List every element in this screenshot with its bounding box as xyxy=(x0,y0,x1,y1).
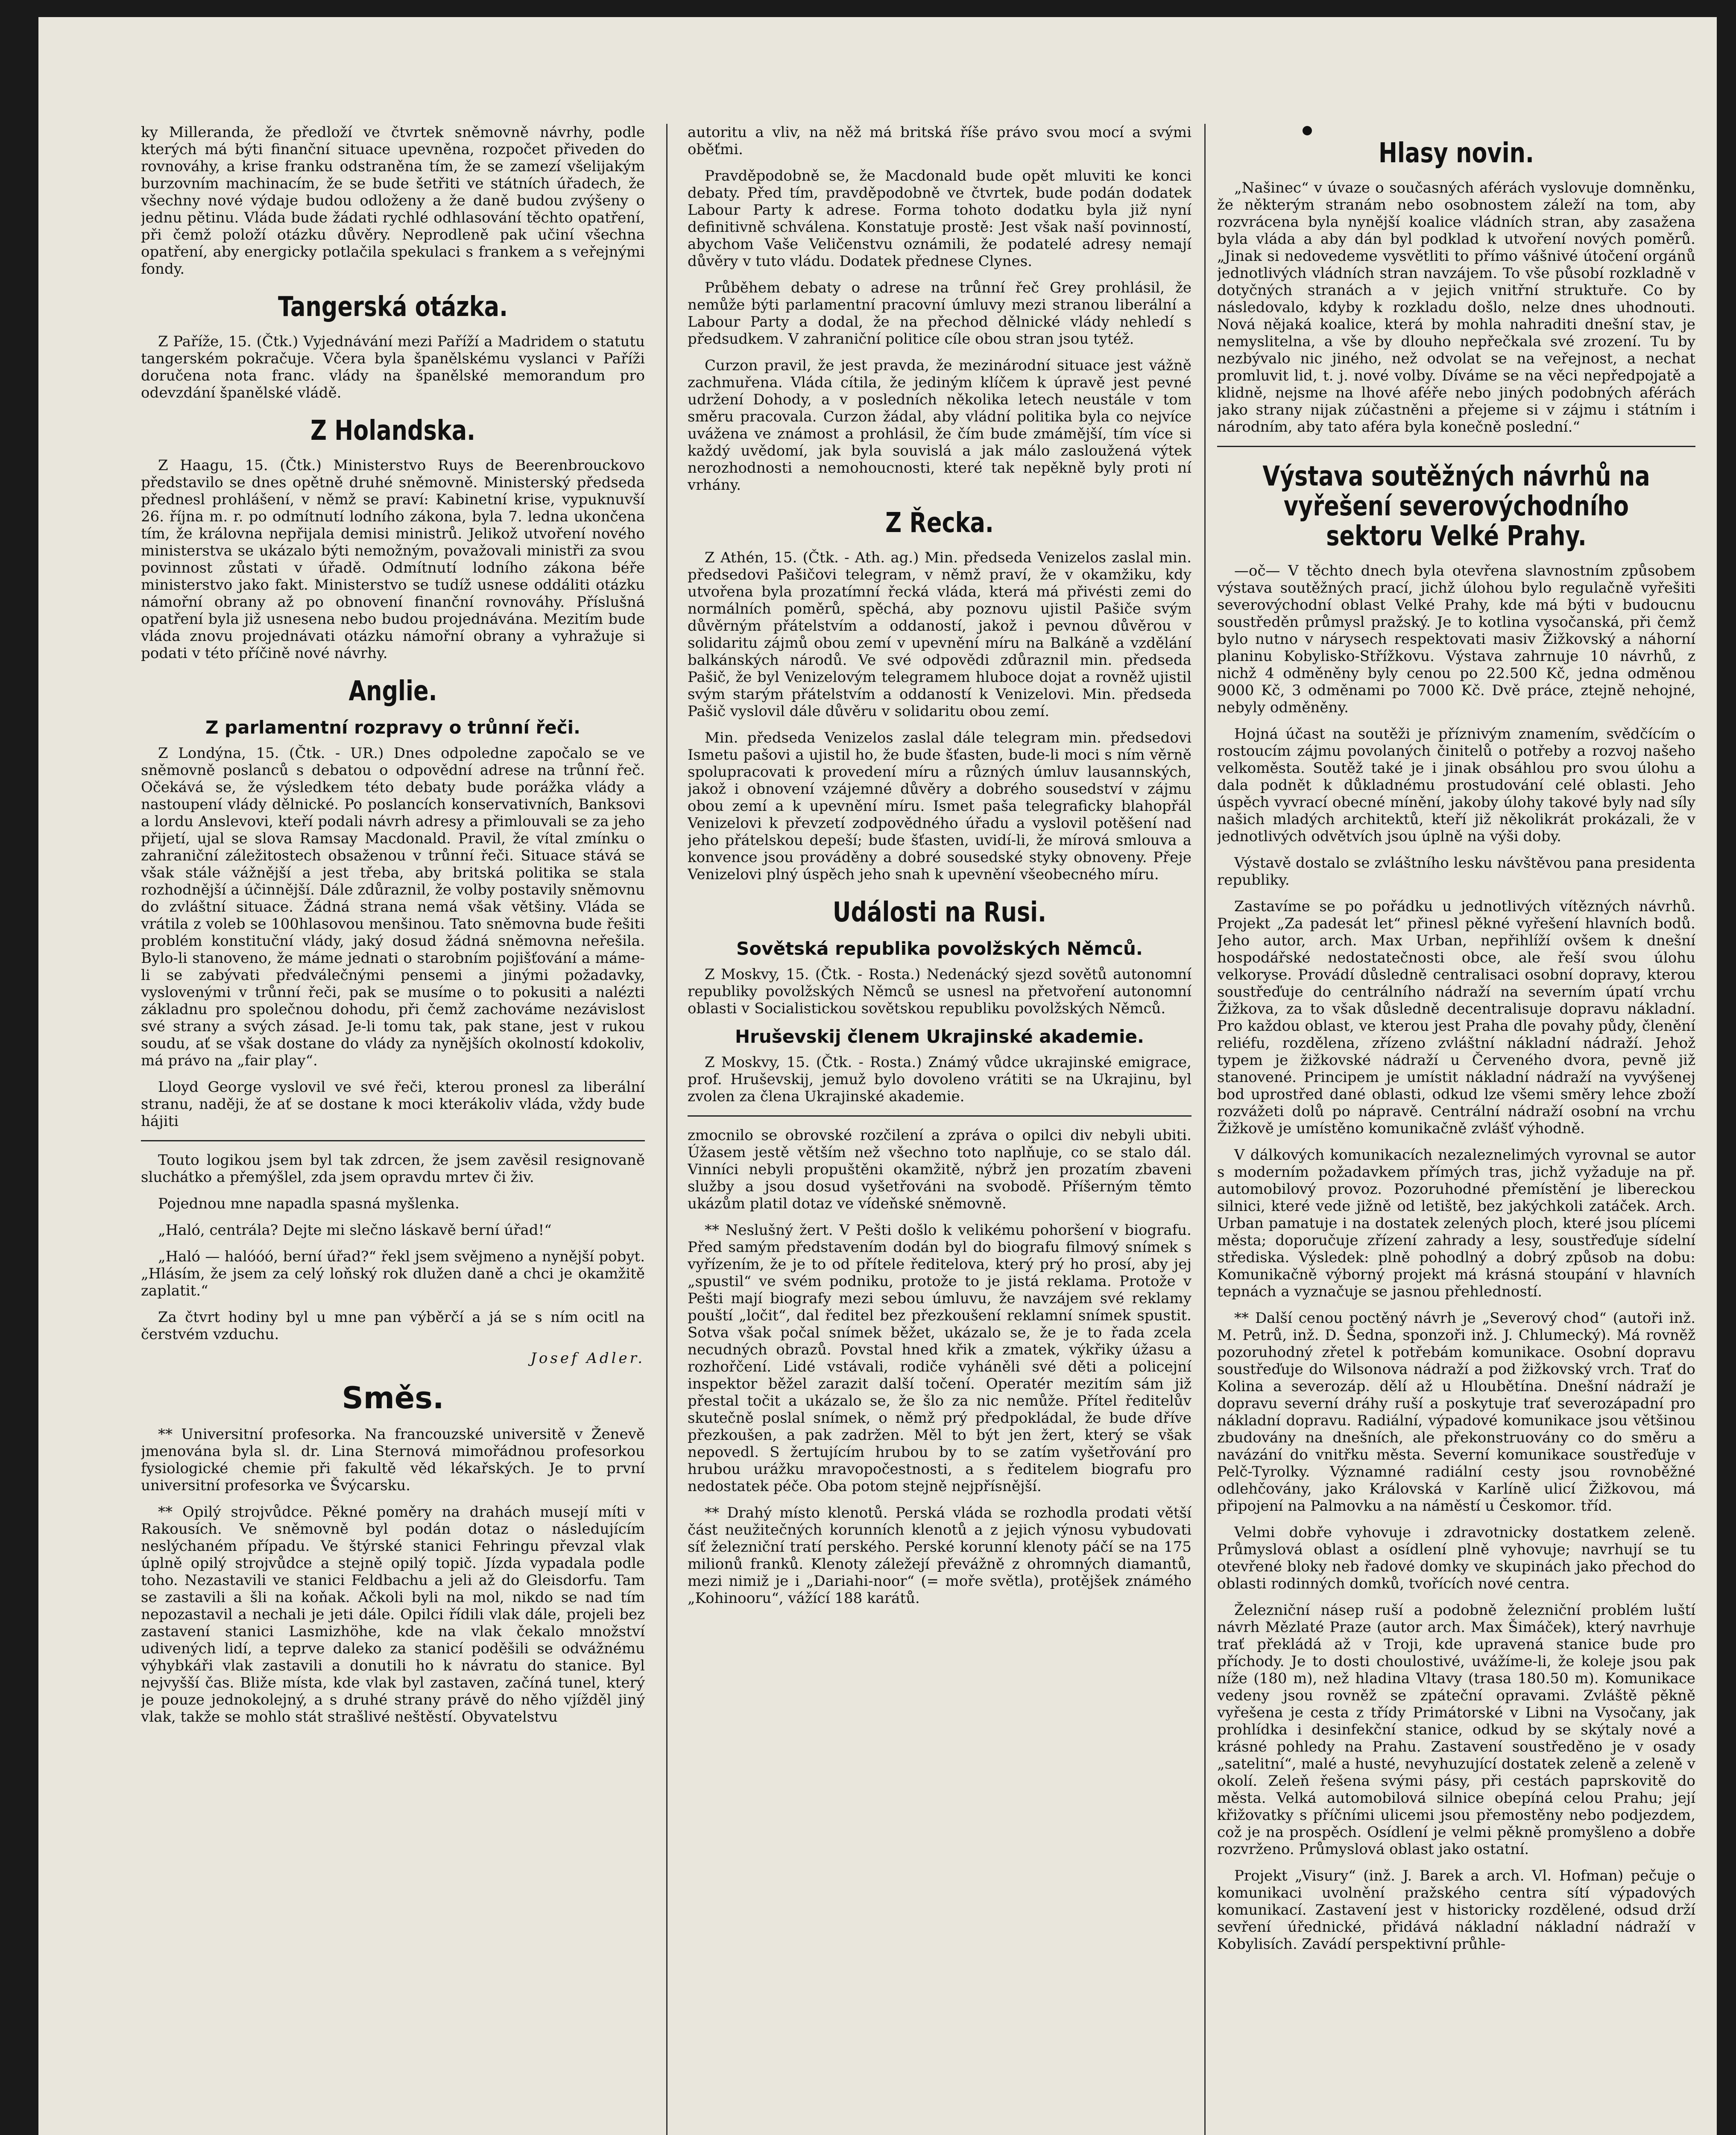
feuilleton-text: Pojednou mne napadla spasná myšlenka. xyxy=(158,1195,460,1212)
section-divider xyxy=(141,1140,645,1141)
article-text: Z Athén, 15. (Čtk. - Ath. ag.) Min. předseda Venizelos zaslal min. předsedovi Pašičovi telegram, v němž praví, že v okamžiku, kdy utvořena byla prozatímní řecká vláda, která má přivésti zemi do normálních poměrů, spěchá, aby poznovu ujistil Pašiče svým důvěrným přátelstvím a oddaností, jakož i pevnou důvěrou v solidaritu zájmů obou zemí v upevnění míru na Balkáně a vzdělání balkánských národů. Ve své odpovědi zdůraznil min. předseda Pašič, že byl Venizelovým telegramem hluboce dojat a rovněž ujistil svým starým přátelstvím a oddaností k Venizelovi. Min. předseda Pašič vyslovil dále důvěru v solidaritu obou zemí. xyxy=(688,549,1191,720)
article-text: Lloyd George vyslovil ve své řeči, kterou pronesl za liberální stranu, naději, že ať se dostane k moci kterákoliv vláda, vždy bude hájiti xyxy=(141,1079,645,1130)
author-signature: Josef Adler. xyxy=(530,1350,645,1367)
column-2 xyxy=(688,124,1191,2135)
headline-z-recka: Z Řecka. xyxy=(885,507,994,539)
article-text: „Našinec“ v úvaze o současných aférách vyslovuje domněnku, že některým stranám nebo osobnostem záleží na tom, aby rozvrácena byla nynější koalice vládních stran, aby zasažena byla vláda a aby dán byl podklad k utvoření nových poměrů. „Jinak si nedovedeme vysvětliti to přímo vášnivé útočení orgánů jednotlivých vládních stran navzájem. To vše působí rozkladně v dotyčných stranách a v jejich vnitřní struktuře. Co by následovalo, kdyby k rozkladu došlo, nelze dnes uhodnouti. Nová nějaká koalice, která by mohla nahraditi dnešní stav, je nemyslitelna, a vše by dlouho nepřečkala své zrození. Tu by nezbývalo nic jiného, než odvolat se na veřejnost, a nechat promluvit lid, t. j. nové volby. Díváme se na věci nepředpojatě a klidně, nejsme na lhové aféře nebo jiných podobných aférách jako strany nijak zúčastněni a přejeme si v zájmu i státním i národním, aby tato aféra byla konečně poslední.“ xyxy=(1217,179,1695,436)
subheadline-trunni-rec: Z parlamentní rozpravy o trůnní řeči. xyxy=(205,717,581,738)
article-text: ky Milleranda, že předloží ve čtvrtek sněmovně návrhy, podle kterých má býti finanční situace upevněna, rozpočet přiveden do rovnováhy, a krise franku odstraněna tím, že se zamezí všelijakým burzovním machinacím, že se bude šetřiti ve státních úřadech, že všechny nové výdaje budou odloženy a že daně budou zvýšeny o jednu pětinu. Vláda bude žádati rychlé odhlasování těchto opatření, při čemž položí otázku důvěry. Neprodleně pak učiní všechna opatření, aby energicky potlačila spekulaci s frankem a s veřejnými fondy. xyxy=(141,124,645,278)
headline-udalosti-na-rusi: Události na Rusi. xyxy=(832,897,1047,928)
feuilleton-text: „Haló, centrála? Dejte mi slečno láskavě berní úřad!“ xyxy=(158,1222,552,1239)
article-text: Železniční násep ruší a podobně železniční problém luští návrh Mězlaté Praze (autor arch. Max Šimáček), který navrhuje trať překládá až v Troji, kde upravená stanice bude pro příchody. Je to dosti choulostivé, uvážíme-li, že koleje jsou pak níže (180 m), než hladina Vltavy (trasa 180.50 m). Komunikace vedeny jsou rovněž se zpáteční opravami. Zvláště pěkně vyřešena je cesta z třídy Primátorské v Libni na Vysočany, jak prohlídka i desinfekční stanice, odkud by se skýtaly nové a krásné pohledy na Prahu. Zastavení soustředěno je v osady „satelitní“, malé a husté, nevyhuzující dostatek zeleně a zeleně v okolí. Zeleň řešena svými pásy, při cestách paprskovitě do města. Velká automobilová silnice obepíná celou Prahu; její křižovatky s příčními ulicemi jsou přemostěny nebo podjezdem, což je na prospěch. Osídlení je velmi pěkně promyšleno a dobře rozvrženo. Průmyslová oblast jako ostatní. xyxy=(1217,1602,1695,1858)
news-item: ** Universitní profesorka. Na francouzské universitě v Ženevě jmenována byla sl. dr. Lina Sternová mimořádnou profesorkou fysiologické chemie při fakultě věd lékařských. Je to první universitní profesorka ve Švýcarsku. xyxy=(141,1426,645,1494)
news-item: zmocnilo se obrovské rozčilení a zpráva o opilci div nebyli ubiti. Úžasem jestě větším než všechno toto naplňuje, co se stalo dál. Vinníci nebyli propuštěni okamžitě, nýbrž jen prozatím zbaveni služby a jsou dosud vyšetřováni na svobodě. Příšerným těmto ukázům platil dotaz ve vídeňské sněmovně. xyxy=(688,1127,1191,1212)
article-text: Z Moskvy, 15. (Čtk. - Rosta.) Známý vůdce ukrajinské emigrace, prof. Hruševskij, jemuž bylo dovoleno vrátiti se na Ukrajinu, byl zvolen za člena Ukrajinské akademie. xyxy=(688,1054,1191,1105)
article-text: Projekt „Visury“ (inž. J. Barek a arch. Vl. Hofman) pečuje o komunikaci uvolnění pražského centra sítí výpadových komunikací. Zastavení jest v historicky rozdělené, odsud drží sevření úřednické, přidává nákladní nákladní nádraží v Kobylisích. Zavádí perspektivní průhle- xyxy=(1217,1867,1695,1953)
article-text: Z Paříže, 15. (Čtk.) Vyjednávání mezi Paříží a Madridem o statutu tangerském pokračuje. Včera byla španělskému vyslanci v Paříži doručena nota franc. vlády na španělské memorandum pro odevzdání španělské vládě. xyxy=(141,333,645,401)
news-item: ** Opilý strojvůdce. Pěkné poměry na drahách musejí míti v Rakousích. Ve sněmovně byl podán dotaz o následujícím neslýchaném případu. Ve štýrské stanici Fehringu převzal vlak úplně opilý strojvůdce a stejně opilý topič. Jízda vypadala podle toho. Nezastavili ve stanici Feldbachu a jeli až do Gleisdorfu. Tam se zastavili a šli na koňak. Ačkoli byli na mol, nikdo se nad tím nepozastavil a nechali je jeti dále. Opilci řídili vlak dále, projeli bez zastavení stanici Lasmizhöhe, kde na vlak čekalo množství udivených lidí, a teprve daleko za stanicí poděšili se odvážnému výhybkáři vlak zastavili a donutili ho k návratu do stanice. Byl nejvyšší čas. Bliže místa, kde vlak byl zastaven, začíná tunel, který je pouze jednokolejný, a s druhé strany právě do něho vjížděl jiný vlak, takže se mohlo stát strašlivé neštěstí. Obyvatelstvu xyxy=(141,1503,645,1726)
article-text: ** Další cenou poctěný návrh je „Severový chod“ (autoři inž. M. Petrů, inž. D. Šedna, sponzoři inž. J. Chlumecký). Má rovněž pozoruhodný zřetel k potřebám komunikace. Osobní dopravu soustřeďuje do Wilsonova nádraží a pod žižkovský vrch. Trať do Kolina a severozáp. dělí až u Hloubětína. Dnešní nádraží je dopravu severní dráhy ruší a poskytuje trať severozápadní pro nákladní dopravu. Radiální, výpadové komunikace jsou většinou zbudovány na dnešních, ale překonstruovány co do směru a navázání do vnitřku města. Severní komunikace soustřeďuje v Pelč-Tyrolky. Významné radiální cesty jsou rovnoběžné odlehčovány, jako Královská v Karlíně ulicí Žižkovou, má připojení na Palmovku a na náměstí u Českomor. tříd. xyxy=(1217,1310,1695,1515)
subheadline-hrusevskij: Hruševskij členem Ukrajinské akademie. xyxy=(735,1026,1144,1047)
feuilleton-text: „Haló — halóóó, berní úřad?“ řekl jsem svějmeno a nynější pobyt. „Hlásím, že jsem za celý loňský rok dlužen daně a chci je okamžitě zaplatit.“ xyxy=(141,1248,645,1299)
article-text: Pravděpodobně se, že Macdonald bude opět mluviti ke konci debaty. Před tím, pravděpodobně ve čtvrtek, bude podán dodatek Labour Party k adrese. Forma tohoto dodatku byla již nyní definitivně schválena. Konstatuje prostě: Jest však naší povinností, abychom Vaše Veličenstvu oznámili, že podatelé adresy nemají důvěry v tuto vládu. Dodatek přednese Clynes. xyxy=(688,167,1191,270)
newspaper-page xyxy=(38,17,1717,2135)
column-rule xyxy=(666,124,667,2135)
feuilleton-text: Touto logikou jsem byl tak zdrcen, že jsem zavěsil resignovaně sluchátko a přemýšlel, zda jsem opravdu mrtev či živ. xyxy=(141,1152,645,1186)
feuilleton-text: Za čtvrt hodiny byl u mne pan výběrčí a já se s ním ocitl na čerstvém vzduchu. xyxy=(141,1309,645,1343)
article-text: Min. předseda Venizelos zaslal dále telegram min. předsedovi Ismetu pašovi a ujistil ho, že bude šťasten, bude-li moci s ním věrně spolupracovati k provedení míru a různých úmluv lausannských, jakož i obnovení vzájemné důvěry a dobrého sousedství v zájmu obou zemí a k upevnění míru. Ismet paša telegraficky blahopřál Venizelovi k převzetí zodpovědného úřadu a vyslovil potěšení nad jeho přátelskou depeší; bude šťasten, uvidí-li, že mírová smlouva a konvence jsou prováděny a dobré sousedské styky obnoveny. Přeje Venizelovi plný úspěch jeho snah k upevnění všeobecného míru. xyxy=(688,729,1191,883)
article-text: Velmi dobře vyhovuje i zdravotnicky dostatkem zeleně. Průmyslová oblast a osídlení plně vyhovuje; navrhují se tu otevřené bloky neb řadové domky ve skupinách jako přechod do oblasti rodinných domků, tvořících nové centra. xyxy=(1217,1524,1695,1592)
article-text: V dálkových komunikacích nezaleznelimých vyrovnal se autor s moderním požadavkem přímých tras, jichž vyžaduje na př. automobilový provoz. Pozoruhodné přemístění je libereckou silnici, které vede jižně od letiště, bez jakýchkoli zatáček. Arch. Urban pamatuje i na dostatek zelených ploch, které jsou plícemi města; doporučuje zřízení zahrady a lesy, soustřeďuje sídelní střediska. Výsledek: plně pohodlný a dobrý způsob na dobu: Komunikačně výborný projekt má krásná stoupání v hlavních tepnách a vyznačuje se jasnou přehledností. xyxy=(1217,1146,1695,1300)
article-text: Z Haagu, 15. (Čtk.) Ministerstvo Ruys de Beerenbrouckovo představilo se dnes opětně druhé sněmovně. Ministerský předseda přednesl prohlášení, v němž se praví: Kabinetní krise, vypuknuvší 26. října m. r. po odmítnutí lodního zákona, byla 7. ledna ukončena tím, že královna nepřijala demisi ministrů. Jelikož utvoření nového ministerstva se ukázalo býti nemožným, považovali ministři za svou povinnost zůstati v úřadě. Odmítnutí lodního zákona béře ministerstvo jako fakt. Ministerstvo se tudíž usnese oddáliti otázku námořní obrany až po obnovení finanční rovnováhy. Příslušná opatření byla již usnesena nebo budou projednávána. Mezitím bude vláda znovu projednávati otázku námořní obrany a vyhražuje si podati v této příčině nové návrhy. xyxy=(141,457,645,662)
headline-tangerska-otazka: Tangerská otázka. xyxy=(278,291,508,323)
article-text: Průběhem debaty o adrese na trůnní řeč Grey prohlásil, že nemůže býti parlamentní pracovní úmluvy mezi stranou liberální a Labour Party a dodal, že na přechod dělnické vlády nehledí s předsudkem. V zahraniční politice cíle obou stran jsou tytéž. xyxy=(688,279,1191,348)
section-divider xyxy=(688,1115,1191,1117)
article-text: Z Moskvy, 15. (Čtk. - Rosta.) Nedenácký sjezd sovětů autonomní republiky povolžských Němců se usnesl na přetvoření autonomní oblasti v Socialistickou sovětskou republiku povolžských Němců. xyxy=(688,966,1191,1017)
column-1 xyxy=(141,124,645,2135)
article-text: —oč— V těchto dnech byla otevřena slavnostním způsobem výstava soutěžných prací, jichž úlohou bylo regulačně vyřešiti severovýchodní oblast Velké Prahy, kde má býti v budoucnu soustředěn průmysl pražský. Je to kotlina vysočanská, při čemž bylo nutno v nárysech respektovati masiv Žižkovský a náhorní planinu Kobylisko-Střížkovu. Výstava zahrnuje 10 návrhů, z nichž 4 odměněny byly cenou po 22.500 Kč, jedna odměnou 9000 Kč, 3 odměnami po 7000 Kč. Dvě práce, ztejně nehojné, nebyly odměněny. xyxy=(1217,562,1695,716)
news-item: ** Drahý místo klenotů. Perská vláda se rozhodla prodati větší část neužitečných korunních klenotů a z jejich výnosu vybudovati síť železniční tratí perského. Perské korunní klenoty páčí se na 175 milionů franků. Klenoty záležejí převážně z ohromných diamantů, mezi nimiž je i „Dariahi-noor“ (= moře světla), protějšek známého „Kohinooru“, vážící 188 karátů. xyxy=(688,1504,1191,1607)
headline-vystava: Výstava soutěžných návrhů na vyřešení severovýchodního sektoru Velké Prahy. xyxy=(1262,461,1650,552)
headline-hlasy-novin: Hlasy novin. xyxy=(1379,137,1534,169)
headline-z-holandska: Z Holandska. xyxy=(310,415,476,447)
subheadline-povolzsti-nemci: Sovětská republika povolžských Němců. xyxy=(736,938,1143,959)
headline-anglie: Anglie. xyxy=(348,676,437,707)
headline-smes: Směs. xyxy=(342,1380,444,1416)
article-text: Zastavíme se po pořádku u jednotlivých vítězných návrhů. Projekt „Za padesát let“ přinesl pěkné vyřešení hlavních bodů. Jeho autor, arch. Max Urban, nepřihlíží ovšem k dnešní hospodářské nedostatečnosti obce, ale řeší svou úlohu velkoryse. Provádí důsledně centralisaci osobní dopravy, kterou soustřeďuje do centrálního nádraží na severním úpatí vrchu Žižkova, za to však důsledně decentralisuje dopravu nákladní. Pro každou oblast, ve kterou jest Praha dle povahy půdy, členění reliéfu, rozdělena, zřízeno zvláštní nákladní nádraží. Jehož typem je žižkovské nádraží u Červeného dvora, pevně již stanovené. Principem je umístit nákladní nádraží na vyvýšenej bod uprostřed dané oblasti, odkud lze všemi směry lehce zboží rozvážeti dolů po nápravě. Centrální nádraží osobní na vrchu Žižkově je umístěno komunikačně zvlášť výhodně. xyxy=(1217,898,1695,1137)
column-3 xyxy=(1217,124,1695,2135)
section-divider xyxy=(1217,446,1695,447)
article-text: Curzon pravil, že jest pravda, že mezinárodní situace jest vážně zachmuřena. Vláda cítila, že jediným klíčem k úpravě jest pevné udržení Dohody, a v posledních několika letech neustále v tom směru pracovala. Curzon žádal, aby vládní politika byla co nejvíce uvážena ve známost a prohlásil, že čím bude zmámější, tím více si každý uvědomí, jak byla souvislá a jak málo zasloužená výtek nerozhodnosti a nemohoucnosti, které tak nepěkně byly proti ní vrhány. xyxy=(688,357,1191,494)
article-text: autoritu a vliv, na něž má britská říše právo svou mocí a svými oběťmi. xyxy=(688,124,1191,158)
article-text: Hojná účast na soutěži je příznivým znamením, svědčícím o rostoucím zájmu povolaných činitelů o potřeby a rozvoj našeho velkoměsta. Soutěž také je i jinak obsáhlou pro svou úlohu a dala podnět k důkladnému prostudování celé oblasti. Jeho úspěch vyvrací obecné mínění, jakoby úlohy takové byly nad síly našich mladých architektů, kteří již několikrát prokázali, že v jednotlivých odvětvích jsou úplně na výši doby. xyxy=(1217,725,1695,845)
article-text: Z Londýna, 15. (Čtk. - UR.) Dnes odpoledne započalo se ve sněmovně poslanců s debatou o odpovědní adrese na trůnní řeč. Očekává se, že výsledkem této debaty bude porážka vlády a nastoupení vlády dělnické. Po poslancích konservativních, Banksovi a lordu Anslevovi, kteří podali návrh adresy a přimlouvali se za jeho přijetí, ujal se slova Ramsay Macdonald. Pravil, že vítal zmínku o zahraniční záležitostech obsaženou v trůnní řeči. Situace stává se však stále vážnější a jest třeba, aby britská politika se stala rozhodnější a účinnější. Dále zdůraznil, že volby postavily sněmovnu do zvláštní situace. Žádná strana nemá však většiny. Vláda se vrátila z voleb se 100hlasovou menšinou. Tato sněmovna bude řešiti problém konstituční vlády, jaký dosud žádná sněmovna neřešila. Bylo-li stanoveno, že máme jednati o starobním pojišťování a máme-li se zabývati předválečnými pensemi a jinými požadavky, vyslovenými v trůnní řeči, pak se musíme o to pokusiti a nalézti základnu pro společnou dohodu, při čemž zachováme nezávislost své strany a svých zásad. Je-li tomu tak, pak stane, jest v rukou soudu, ať se však dostane do vlády za nynějších okolností kdokoliv, má právo na „fair play“. xyxy=(141,745,645,1069)
news-item: ** Neslušný žert. V Pešti došlo k velikému pohoršení v biografu. Před samým představením dodán byl do biografu filmový snímek s vyřízením, že je to od přítele ředitelova, který prý ho prosí, aby jej „spustil“ ve svém podniku, protože to je jistá reklama. Protože v Pešti mají biografy mezi sebou úmluvu, že navzájem své reklamy pouští „ločit“, dal ředitel bez přezkoušení reklamní snímek spustit. Sotva však počal snímek běžet, ukázalo se, že je to řada zcela necudných obrazů. Povstal hned křik a zmatek, výkřiky úžasu a rozhořčení. Lidé vstávali, rodiče vyháněli své děti a policejní inspektor běžel zarazit další točení. Operatér mezitím sám již přestal točit a ukázalo se, že šlo za nic nemůže. Přítel ředitelův skutečně poslal snímek, o němž prý předpokládal, že bude dříve přezkoušen, a pak zadržen. Měl to být jen žert, který se však nepovedl. S žertujícím hrubou by to se zatím vyšetřování pro hrubou urážku mravopočestnosti, a s ředitelem biografu pro nedostatek péče. Oba potom stejně nejpřísnější. xyxy=(688,1222,1191,1495)
article-text: Výstavě dostalo se zvláštního lesku návštěvou pana presidenta republiky. xyxy=(1217,854,1695,889)
column-rule xyxy=(1204,124,1206,2135)
